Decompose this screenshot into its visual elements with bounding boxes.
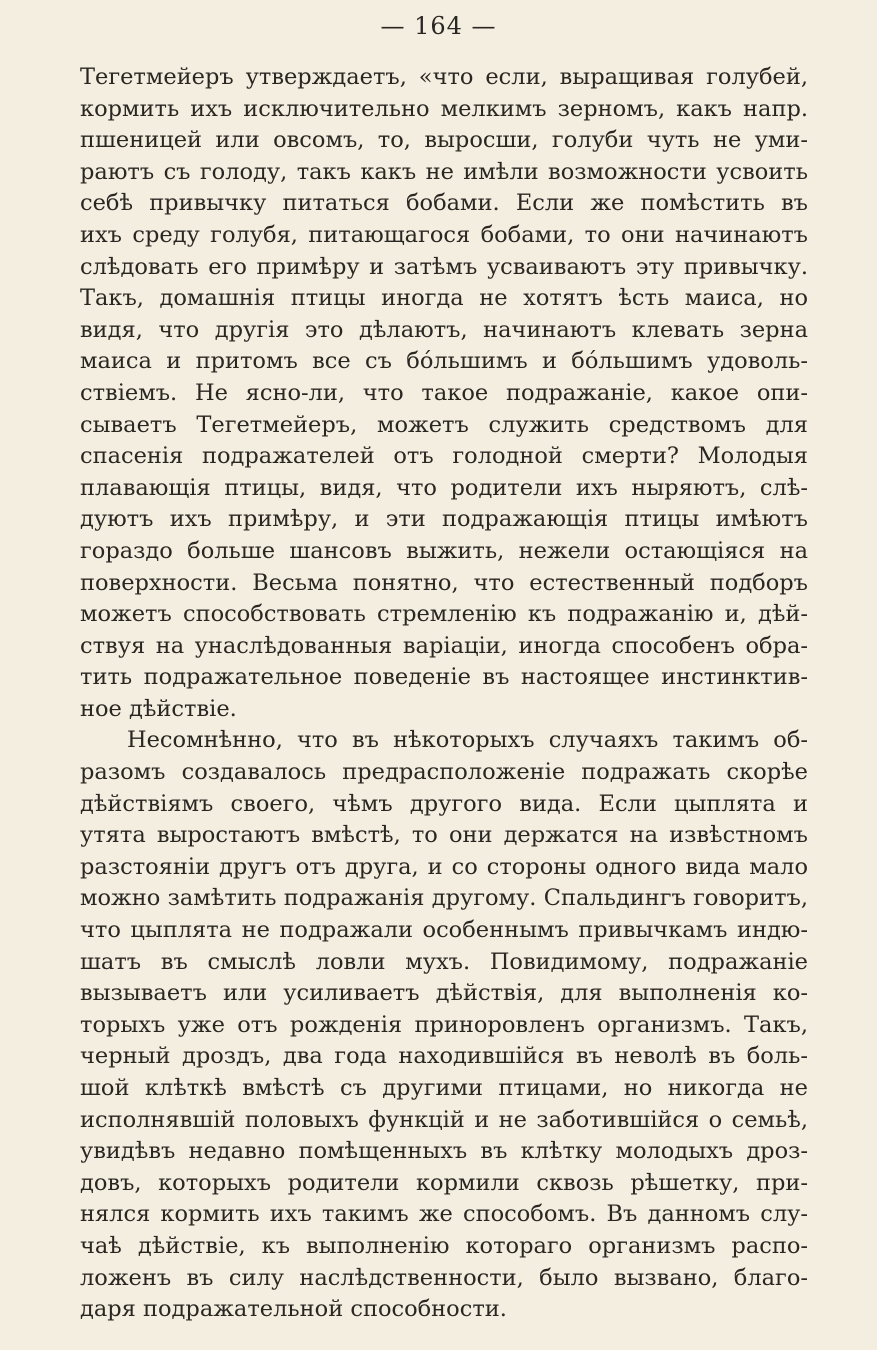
- text-line: исполнявшій половыхъ функцій и не заботившійся о семьѣ,: [80, 1106, 808, 1133]
- text-line: поверхности. Весьма понятно, что естественный подборъ: [80, 569, 808, 596]
- text-line: дѣйствіямъ своего, чѣмъ другого вида. Если цыплята и: [80, 790, 808, 817]
- text-line: шой клѣткѣ вмѣстѣ съ другими птицами, но никогда не: [80, 1075, 808, 1101]
- text-line: вызываетъ или усиливаетъ дѣйствія, для выполненія ко-: [80, 980, 808, 1007]
- text-line: сываетъ Тегетмейеръ, можетъ служить средствомъ для: [80, 411, 808, 438]
- text-line: ное дѣйствіе.: [80, 695, 237, 722]
- text-line: торыхъ уже отъ рожденія приноровленъ организмъ. Такъ,: [80, 1011, 808, 1038]
- text-line: ствуя на унаслѣдованныя варіаціи, иногда способенъ обра-: [80, 632, 808, 659]
- text-line: ствіемъ. Не ясно-ли, что такое подражаніе, какое опи-: [80, 379, 808, 406]
- text-line: чаѣ дѣйствіе, къ выполненію котораго организмъ распо-: [80, 1232, 808, 1259]
- text-line: ихъ среду голубя, питающагося бобами, то они начинаютъ: [80, 221, 808, 248]
- text-line: тить подражательное поведеніе въ настоящее инстинктив-: [80, 664, 808, 691]
- text-line: разстояніи другъ отъ друга, и со стороны одного вида мало: [80, 853, 808, 880]
- text-line: нялся кормить ихъ такимъ же способомъ. Въ данномъ слу-: [80, 1201, 808, 1228]
- text-line: шатъ въ смыслѣ ловли мухъ. Повидимому, подражаніе: [80, 948, 808, 975]
- paragraph-2: [80, 725, 808, 1325]
- text-line: раютъ съ голоду, такъ какъ не имѣли возможности усвоить: [80, 158, 808, 185]
- text-line: даря подражательной способности.: [80, 1296, 507, 1323]
- text-line: пшеницей или овсомъ, то, выросши, голуби чуть не уми-: [80, 127, 808, 154]
- text-line: можно замѣтить подражанія другому. Спальдингъ говоритъ,: [80, 885, 808, 912]
- text-line: дуютъ ихъ примѣру, и эти подражающія птицы имѣютъ: [80, 506, 808, 533]
- text-line: Такъ, домашнія птицы иногда не хотятъ ѣсть маиса, но: [80, 285, 808, 312]
- text-line: маиса и притомъ все съ бóльшимъ и бóльшимъ удоволь-: [80, 348, 808, 375]
- text-line: Несомнѣнно, что въ нѣкоторыхъ случаяхъ такимъ об-: [127, 727, 808, 754]
- text-line: слѣдовать его примѣру и затѣмъ усваиваютъ эту привычку.: [80, 253, 808, 280]
- text-line: плавающія птицы, видя, что родители ихъ ныряютъ, слѣ-: [80, 474, 808, 501]
- text-line: ложенъ въ силу наслѣдственности, было вызвано, благо-: [80, 1264, 808, 1291]
- text-line: кормить ихъ исключительно мелкимъ зерномъ, какъ напр.: [80, 95, 808, 122]
- text-line: утята выростаютъ вмѣстѣ, то они держатся на извѣстномъ: [80, 822, 808, 849]
- text-line: гораздо больше шансовъ выжить, нежели остающіяся на: [80, 537, 808, 564]
- page-number: — 164 —: [380, 12, 497, 40]
- text-line: черный дроздъ, два года находившійся въ неволѣ въ боль-: [80, 1043, 808, 1070]
- text-line: видя, что другія это дѣлаютъ, начинаютъ клевать зерна: [80, 316, 808, 343]
- text-line: можетъ способствовать стремленію къ подражанію и, дѣй-: [80, 601, 808, 628]
- text-line: что цыплята не подражали особеннымъ привычкамъ индю-: [80, 917, 808, 944]
- text-line: довъ, которыхъ родители кормили сквозь рѣшетку, при-: [80, 1169, 808, 1196]
- text-line: спасенія подражателей отъ голодной смерти? Молодыя: [80, 443, 808, 470]
- text-line: Тегетмейеръ утверждаетъ, «что если, выращивая голубей,: [80, 64, 808, 90]
- paragraph-1: [80, 62, 808, 725]
- text-line: себѣ привычку питаться бобами. Если же помѣстить въ: [80, 190, 808, 217]
- body-text: [80, 62, 808, 1326]
- text-line: разомъ создавалось предрасположеніе подражать скорѣе: [80, 759, 808, 786]
- text-line: увидѣвъ недавно помѣщенныхъ въ клѣтку молодыхъ дроз-: [80, 1138, 808, 1165]
